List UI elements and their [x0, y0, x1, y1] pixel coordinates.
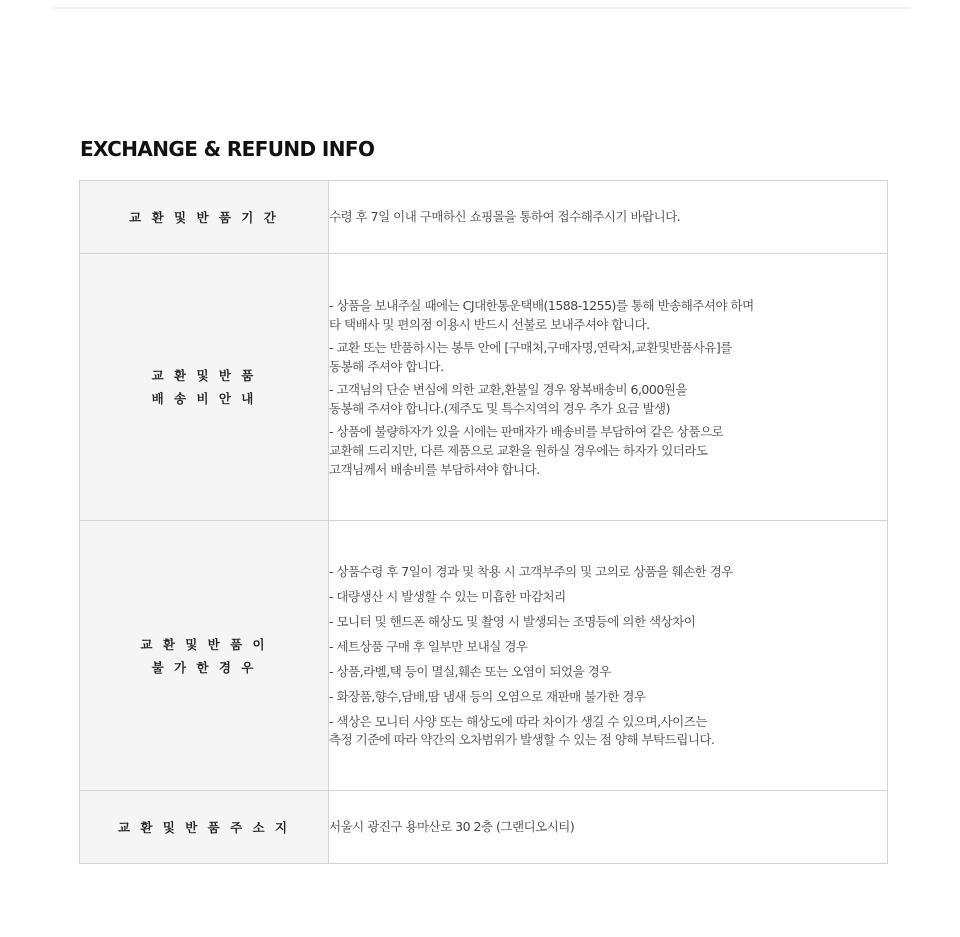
list-item: - 교환 또는 반품하시는 봉투 안에 [구매처,구매자명,연락처,교환및반품사유]를 동봉해 주셔야 합니다. [329, 339, 732, 374]
table-row-shipping [80, 254, 888, 521]
no-return-label-line2: 불 가 한 경 우 [151, 659, 257, 675]
address-value: 서울시 광진구 용마산로 30 2층 (그랜디오시티) [329, 791, 888, 864]
list-item: - 상품,라벨,택 등이 멸실,훼손 또는 오염이 되었을 경우 [329, 663, 611, 679]
list-item: - 상품을 보내주실 때에는 CJ대한통운택배(1588-1255)를 통해 반송해주셔야 하며 타 택배사 및 편의점 이용시 반드시 선불로 보내주셔야 합니다. [329, 297, 754, 332]
table-row-address [80, 791, 888, 864]
list-item: - 상품수령 후 7일이 경과 및 착용 시 고객부주의 및 고의로 상품을 훼손한 경우 [329, 563, 733, 579]
no-return-label [80, 521, 329, 791]
list-item: - 모니터 및 핸드폰 해상도 및 촬영 시 발생되는 조명등에 의한 색상차이 [329, 613, 696, 629]
list-item: - 대량생산 시 발생할 수 있는 미흡한 마감처리 [329, 588, 566, 604]
period-label-text: 교 환 및 반 품 기 간 [129, 209, 279, 225]
address-label [80, 791, 329, 864]
list-item: - 화장품,향수,담배,땀 냄새 등의 오염으로 재판매 불가한 경우 [329, 688, 646, 704]
shipping-label-line1: 교 환 및 반 품 [151, 368, 257, 383]
shipping-value [329, 254, 888, 521]
shipping-label-line2: 배 송 비 안 내 [151, 391, 257, 406]
period-value: 수령 후 7일 이내 구매하신 쇼핑몰을 통하여 접수해주시기 바랍니다. [329, 181, 888, 254]
top-divider [53, 7, 911, 9]
list-item: - 상품에 불량하자가 있을 시에는 판매자가 배송비를 부담하여 같은 상품으로 교환해 드리지만, 다른 제품으로 교환을 원하실 경우에는 하자가 있더라도 고객님께서 배송비를 부담하셔야 합니다. [329, 423, 724, 477]
no-return-list [329, 563, 887, 749]
no-return-label-line1: 교 환 및 반 품 이 [140, 636, 268, 652]
list-item: - 색상은 모니터 사양 또는 해상도에 따라 차이가 생길 수 있으며,사이즈는 측정 기준에 따라 약간의 오차범위가 발생할 수 있는 점 양해 부탁드립니다. [329, 713, 715, 747]
no-return-value [329, 521, 888, 791]
period-label [80, 181, 329, 254]
section-title: EXCHANGE & REFUND INFO [80, 137, 375, 161]
address-label-text: 교 환 및 반 품 주 소 지 [117, 819, 291, 835]
table-row-no-return [80, 521, 888, 791]
exchange-refund-table [79, 180, 888, 864]
table-row-period [80, 181, 888, 254]
list-item: - 고객님의 단순 변심에 의한 교환,환불일 경우 왕복배송비 6,000원을 동봉해 주셔야 합니다.(제주도 및 특수지역의 경우 추가 요금 발생) [329, 381, 687, 416]
shipping-label [80, 254, 329, 521]
list-item: - 세트상품 구매 후 일부만 보내실 경우 [329, 638, 528, 654]
shipping-notice-list [329, 296, 887, 479]
